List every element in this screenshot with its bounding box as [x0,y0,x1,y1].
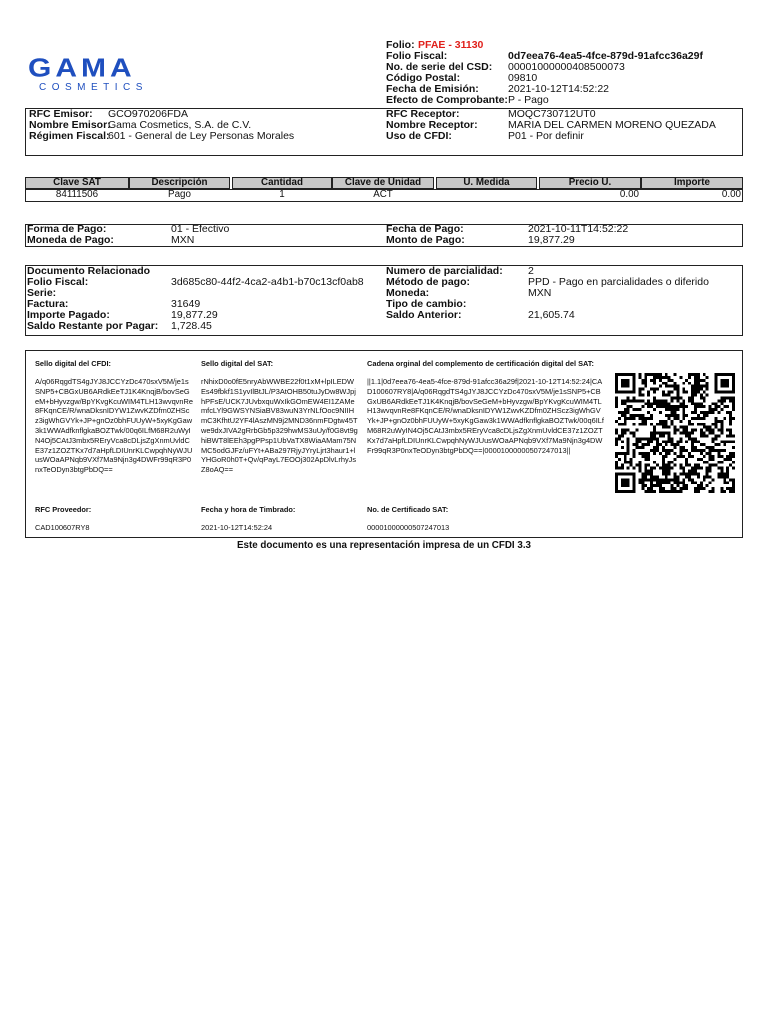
header-value: 2021-10-12T14:52:22 [508,83,609,95]
doc-folio-label: Folio Fiscal: [27,276,89,288]
col-header-importe: Importe [641,177,743,189]
cell-importe: 0.00 [721,189,741,200]
col-header-u-medida: U. Medida [436,177,537,189]
cell-clave-sat: 84111506 [55,189,99,200]
header-label: Código Postal: [386,72,461,84]
folio-label: Folio: [386,39,415,51]
doc-saldo-value: 1,728.45 [171,320,212,332]
doc-moneda-label: Moneda: [386,287,430,299]
rfc-emisor-value: GCO970206FDA [108,108,188,120]
cell-descripcion: Pago [168,189,191,200]
fecha-pago-value: 2021-10-11T14:52:22 [528,223,629,235]
col-header-cantidad: Cantidad [232,177,332,189]
doc-parcialidad-value: 2 [528,265,534,277]
doc-metodo-value: PPD - Pago en parcialidades o diferido [528,276,709,288]
company-logo-subtitle: COSMETICS [39,82,148,93]
doc-tipo-cambio-label: Tipo de cambio: [386,298,467,310]
sello-sat-value: rNhixD0o0fE5nryAbWWBE22f0t1xM+lpILEDWEs49fbkf1S1yvIlBtJL/P3AtOHB50tuJyDw8WJpjhPFsE/UCK7JUvbxquWxIkGOmEW4EI1ZAMemfcLYl9GWSYNSiaBV83wuN3YrNLfOoc9NIIHmC3KfhtU2YF4lAszMN9j2MND36nmFDgtw45Twe9dxJIVA2gRrbGb5p329hwMS3uUy/f0G8vt9ghiBWT8lEEh3pgPPsp1UbVaTX8WiaAMam75NMC5odGJFz/uFYt+ABa297RjyJYryLjrt3haur1+lYHGoR0h0T+Qv/qPayL7EOOj302ApDlvLrhyJsZ8oAQ== [201,377,358,475]
doc-serie-label: Serie: [27,287,57,299]
certificado-sat-label: No. de Certificado SAT: [367,505,449,514]
fecha-timbrado-label: Fecha y hora de Timbrado: [201,505,296,514]
certificado-sat-value: 00001000000507247013 [367,523,450,532]
regimen-value: 601 - General de Ley Personas Morales [108,130,295,142]
cell-precio: 0.00 [619,189,639,200]
doc-importe-label: Importe Pagado: [27,309,110,321]
doc-factura-value: 31649 [171,298,201,310]
nombre-receptor-value: MARIA DEL CARMEN MORENO QUEZADA [508,119,716,131]
fecha-pago-label: Fecha de Pago: [386,223,464,235]
doc-saldo-anterior-label: Saldo Anterior: [386,309,462,321]
header-value: P - Pago [508,94,549,106]
cadena-original-label: Cadena orginal del complemento de certificación digital del SAT: [367,359,594,368]
folio-value: PFAE - 31130 [418,39,484,51]
uso-cfdi-value: P01 - Por definir [508,130,584,142]
cadena-original-value: ||1.1|0d7eea76-4ea5-4fce-879d-91afcc36a29f|2021-10-12T14:52:24|CAD100607RY8|A/q06RqgdTS4gJYJ8JCCYzDc470sxV5M/je1sSNP5+CBGxUB6ARdkEeTJ1K4KnqjB/bovSeGeM+bHyvzgw/BpYKvgKcuWIM4TLH13wvqvnRe8FKqnCE/R/wnaDksnIDYW1ZwvKZDfm0ZHScz3igWhGVYk+JP+gnOz0bhFUUyW+5xyKgGaw3k1WWAdfknflgkaBOZTwk/00q6ILfM68R2uWyIN4Oj5CAtJ3mbx5REryVca8cDLjsZgXnmUvldCE37z1ZOZTKx7d7aHpfLDIUnrKLCwpqhNyWJUusWOaAPNqb9VXf7Ma9Njn3g4DWFr99qR3P0nxTeODyn3btgPbDQ==|00001000000507247013|| [367,377,604,455]
pago-box [25,224,743,247]
fecha-timbrado-value: 2021-10-12T14:52:24 [201,523,273,532]
doc-folio-value: 3d685c80-44f2-4ca2-a4b1-b70c13cf0ab8 [171,276,364,288]
doc-parcialidad-label: Numero de parcialidad: [386,265,503,277]
nombre-emisor-label: Nombre Emisor: [29,119,111,131]
doc-factura-label: Factura: [27,298,69,310]
col-header-clave-unidad: Clave de Unidad [332,177,434,189]
monto-pago-label: Monto de Pago: [386,234,465,246]
forma-pago-value: 01 - Efectivo [171,223,230,235]
col-header-precio: Precio U. [539,177,641,189]
moneda-pago-value: MXN [171,234,195,246]
header-label: Folio Fiscal: [386,50,448,62]
doc-relacionado-title: Documento Relacionado [27,265,151,277]
rfc-receptor-value: MOQC730712UT0 [508,108,596,120]
forma-pago-label: Forma de Pago: [27,223,107,235]
sello-sat-label: Sello digital del SAT: [201,359,274,368]
cell-clave-unidad: ACT [373,189,393,200]
moneda-pago-label: Moneda de Pago: [27,234,114,246]
header-label: No. de serie del CSD: [386,61,493,73]
doc-saldo-anterior-value: 21,605.74 [528,309,575,321]
header-value: 09810 [508,72,538,84]
doc-importe-value: 19,877.29 [171,309,218,321]
nombre-receptor-label: Nombre Receptor: [386,119,478,131]
header-label: Fecha de Emisión: [386,83,479,95]
sello-cfdi-value: A/q06RqgdTS4gJYJ8JCCYzDc470sxV5M/je1sSNP5+CBGxUB6ARdkEeTJ1K4KnqjB/bovSeGeM+bHyvzgw/BpYKvgKcuWIM4TLH13wvqvnRe8FKqnCE/R/wnaDksnIDYW1ZwvKZDfm0ZHScz3igWhGVYk+JP+gnOz0bhFUUyW+5xyKgGaw3k1WWAdfknflgkaBOZTwk/00q6ILfM68R2uWyIN4Oj5CAtJ3mbx5REryVca8cDLjsZgXnmUvldCE37z1ZOZTKx7d7aHpfLDIUnrKLCwpqhNyWJUusWOaAPNqb9VXf7Ma9Njn3g4DWFr99qR3P0nxTeODyn3btgPbDQ== [35,377,193,475]
rfc-emisor-label: RFC Emisor: [29,108,93,120]
header-label: Efecto de Comprobante: [386,94,508,106]
doc-metodo-label: Método de pago: [386,276,470,288]
qr-code-icon [615,372,735,494]
regimen-label: Régimen Fiscal: [29,130,110,142]
monto-pago-value: 19,877.29 [528,234,575,246]
header-value: 00001000000408500073 [508,61,625,73]
sello-cfdi-label: Sello digital del CFDI: [35,359,111,368]
col-header-clave-sat: Clave SAT [25,177,129,189]
rfc-receptor-label: RFC Receptor: [386,108,460,120]
footer-note: Este documento es una representación impresa de un CFDI 3.3 [237,540,531,551]
cell-cantidad: 1 [279,189,285,200]
header-value: 0d7eea76-4ea5-4fce-879d-91afcc36a29f [508,50,703,62]
uso-cfdi-label: Uso de CFDI: [386,130,452,142]
rfc-proveedor-value: CAD100607RY8 [35,523,90,532]
col-header-descripcion: Descripción [129,177,230,189]
doc-saldo-label: Saldo Restante por Pagar: [27,320,159,332]
doc-moneda-value: MXN [528,287,552,299]
rfc-proveedor-label: RFC Proveedor: [35,505,92,514]
nombre-emisor-value: Gama Cosmetics, S.A. de C.V. [108,119,252,131]
company-logo: GAMA [28,54,136,83]
